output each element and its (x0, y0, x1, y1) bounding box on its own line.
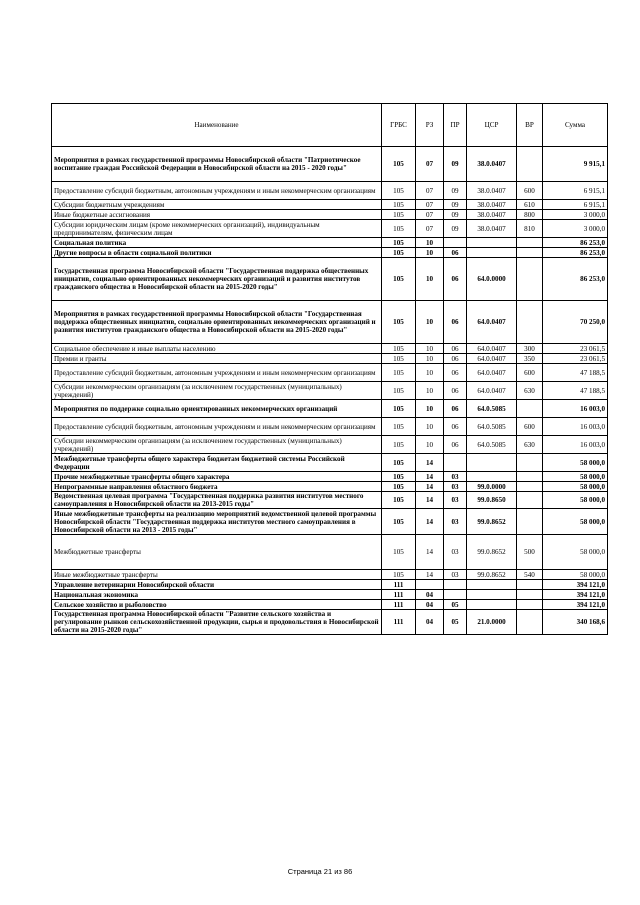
cell-vr (517, 580, 543, 590)
cell-grbs: 105 (382, 258, 416, 301)
cell-grbs: 111 (382, 600, 416, 610)
cell-csr (467, 238, 517, 248)
table-row (52, 220, 608, 238)
header-name: Наименование (52, 104, 382, 147)
cell-rz: 04 (416, 590, 444, 600)
cell-rz: 04 (416, 600, 444, 610)
cell-csr (467, 580, 517, 590)
cell-grbs: 105 (382, 238, 416, 248)
cell-vr (517, 472, 543, 482)
cell-name: Иные межбюджетные трансферты (52, 570, 382, 580)
cell-pr: 06 (444, 248, 467, 258)
cell-vr (517, 600, 543, 610)
cell-rz: 14 (416, 482, 444, 492)
cell-rz: 10 (416, 238, 444, 248)
cell-csr: 64.0.5085 (467, 436, 517, 454)
cell-sum: 58 000,0 (543, 472, 608, 482)
cell-name: Предоставление субсидий бюджетным, автономным учреждениям и иным некоммерческим организациям (52, 182, 382, 200)
cell-csr (467, 590, 517, 600)
budget-table (51, 103, 608, 635)
cell-name: Ведомственная целевая программа "Государственная поддержка развития институтов местного самоуправления в Новосибирской области на 2013-2015 годы" (52, 492, 382, 509)
cell-sum: 16 003,0 (543, 418, 608, 436)
cell-grbs: 105 (382, 220, 416, 238)
table-row (52, 610, 608, 635)
cell-sum: 58 000,0 (543, 509, 608, 535)
cell-vr: 300 (517, 344, 543, 354)
cell-rz: 10 (416, 400, 444, 418)
cell-name: Прочие межбюджетные трансферты общего характера (52, 472, 382, 482)
cell-name: Мероприятия по поддержке социально ориентированных некоммерческих организаций (52, 400, 382, 418)
cell-vr: 810 (517, 220, 543, 238)
cell-grbs: 105 (382, 301, 416, 344)
cell-sum: 23 061,5 (543, 344, 608, 354)
cell-pr: 06 (444, 436, 467, 454)
cell-pr: 06 (444, 400, 467, 418)
cell-pr: 06 (444, 344, 467, 354)
cell-rz: 10 (416, 382, 444, 400)
cell-sum: 86 253,0 (543, 248, 608, 258)
cell-rz: 07 (416, 210, 444, 220)
table-row (52, 382, 608, 400)
cell-grbs: 111 (382, 580, 416, 590)
cell-name: Субсидии некоммерческим организациям (за исключением государственных (муниципальных) учреждений) (52, 436, 382, 454)
cell-pr: 06 (444, 354, 467, 364)
cell-grbs: 105 (382, 454, 416, 472)
cell-sum: 58 000,0 (543, 535, 608, 570)
cell-pr: 03 (444, 492, 467, 509)
cell-grbs: 105 (382, 436, 416, 454)
cell-rz: 10 (416, 436, 444, 454)
cell-pr: 03 (444, 472, 467, 482)
cell-rz: 14 (416, 570, 444, 580)
header-grbs: ГРБС (382, 104, 416, 147)
table-row (52, 509, 608, 535)
table-row (52, 535, 608, 570)
cell-rz: 14 (416, 472, 444, 482)
cell-name: Предоставление субсидий бюджетным, автономным учреждениям и иным некоммерческим организациям (52, 418, 382, 436)
cell-grbs: 105 (382, 570, 416, 580)
cell-rz: 14 (416, 454, 444, 472)
cell-pr (444, 580, 467, 590)
cell-pr: 09 (444, 210, 467, 220)
cell-vr (517, 301, 543, 344)
table-row (52, 258, 608, 301)
cell-csr: 38.0.0407 (467, 210, 517, 220)
cell-name: Иные межбюджетные трансферты на реализацию мероприятий ведомственной целевой программы Новосибирской области "Государственная поддержка институтов местного самоуправления в Новосибирской области на 2013 - 2015 годы" (52, 509, 382, 535)
cell-name: Другие вопросы в области социальной политики (52, 248, 382, 258)
cell-rz: 10 (416, 301, 444, 344)
table-row (52, 400, 608, 418)
cell-pr: 03 (444, 482, 467, 492)
cell-sum: 9 915,1 (543, 147, 608, 182)
table-row (52, 454, 608, 472)
cell-rz: 10 (416, 364, 444, 382)
cell-name: Мероприятия в рамках государственной программы Новосибирской области "Государственная поддержка общественных инициатив, социально ориентированных некоммерческих организаций и развития институтов гражданского общества в Новосибирской области на 2015-2020 годы" (52, 301, 382, 344)
cell-rz: 14 (416, 492, 444, 509)
cell-pr (444, 454, 467, 472)
cell-pr (444, 238, 467, 248)
cell-sum: 58 000,0 (543, 454, 608, 472)
cell-pr: 06 (444, 418, 467, 436)
cell-vr (517, 590, 543, 600)
header-rz: РЗ (416, 104, 444, 147)
cell-csr: 38.0.0407 (467, 220, 517, 238)
cell-pr: 05 (444, 600, 467, 610)
cell-csr: 38.0.0407 (467, 200, 517, 210)
table-row (52, 301, 608, 344)
header-pr: ПР (444, 104, 467, 147)
cell-vr: 600 (517, 418, 543, 436)
cell-csr: 64.0.0407 (467, 364, 517, 382)
cell-csr: 99.0.8652 (467, 509, 517, 535)
cell-name: Сельское хозяйство и рыболовство (52, 600, 382, 610)
table-row (52, 147, 608, 182)
cell-csr: 64.0.5085 (467, 400, 517, 418)
table-row (52, 418, 608, 436)
cell-pr: 05 (444, 610, 467, 635)
cell-name: Непрограммные направления областного бюджета (52, 482, 382, 492)
cell-grbs: 105 (382, 210, 416, 220)
table-row (52, 364, 608, 382)
cell-grbs: 105 (382, 248, 416, 258)
cell-csr: 64.0.0000 (467, 258, 517, 301)
cell-rz: 07 (416, 200, 444, 210)
cell-name: Управление ветеринарии Новосибирской области (52, 580, 382, 590)
budget-table-sheet (51, 103, 607, 635)
cell-vr (517, 147, 543, 182)
cell-csr: 99.0.8652 (467, 570, 517, 580)
cell-rz: 07 (416, 147, 444, 182)
cell-csr: 38.0.0407 (467, 147, 517, 182)
cell-sum: 16 003,0 (543, 400, 608, 418)
cell-pr: 06 (444, 301, 467, 344)
cell-grbs: 111 (382, 610, 416, 635)
table-row (52, 590, 608, 600)
cell-sum: 6 915,1 (543, 182, 608, 200)
table-row (52, 182, 608, 200)
cell-sum: 47 188,5 (543, 364, 608, 382)
cell-name: Государственная программа Новосибирской области "Развитие сельского хозяйства и регулирование рынков сельскохозяйственной продукции, сырья и продовольствия в Новосибирской области на 2015-2020 годы" (52, 610, 382, 635)
cell-grbs: 105 (382, 509, 416, 535)
cell-vr: 600 (517, 364, 543, 382)
cell-sum: 394 121,0 (543, 590, 608, 600)
cell-name: Субсидии юридическим лицам (кроме некоммерческих организаций), индивидуальным предпринимателям, физическим лицам (52, 220, 382, 238)
table-row (52, 238, 608, 248)
cell-pr: 09 (444, 200, 467, 210)
cell-name: Национальная экономика (52, 590, 382, 600)
cell-csr: 99.0.8652 (467, 535, 517, 570)
table-row (52, 200, 608, 210)
cell-name: Иные бюджетные ассигнования (52, 210, 382, 220)
table-row (52, 344, 608, 354)
cell-csr (467, 600, 517, 610)
cell-rz: 10 (416, 354, 444, 364)
cell-grbs: 105 (382, 482, 416, 492)
cell-name: Социальное обеспечение и иные выплаты населению (52, 344, 382, 354)
cell-sum: 86 253,0 (543, 238, 608, 248)
cell-rz: 14 (416, 535, 444, 570)
table-row (52, 492, 608, 509)
cell-vr (517, 454, 543, 472)
cell-pr: 06 (444, 258, 467, 301)
cell-vr (517, 509, 543, 535)
cell-vr (517, 248, 543, 258)
cell-sum: 70 250,0 (543, 301, 608, 344)
cell-grbs: 105 (382, 418, 416, 436)
cell-vr: 540 (517, 570, 543, 580)
cell-csr: 99.0.8650 (467, 492, 517, 509)
cell-pr: 06 (444, 364, 467, 382)
cell-rz: 07 (416, 182, 444, 200)
cell-csr (467, 472, 517, 482)
cell-rz: 10 (416, 344, 444, 354)
cell-name: Премии и гранты (52, 354, 382, 364)
cell-pr: 03 (444, 509, 467, 535)
cell-sum: 394 121,0 (543, 580, 608, 590)
cell-pr: 09 (444, 220, 467, 238)
cell-name: Субсидии бюджетным учреждениям (52, 200, 382, 210)
cell-name: Мероприятия в рамках государственной программы Новосибирской области "Патриотическое воспитание граждан Российской Федерации в Новосибирской области на 2015 - 2020 годы" (52, 147, 382, 182)
cell-csr: 64.0.0407 (467, 382, 517, 400)
cell-csr: 64.0.0407 (467, 301, 517, 344)
cell-vr (517, 400, 543, 418)
cell-rz: 10 (416, 258, 444, 301)
cell-name: Государственная программа Новосибирской области "Государственная поддержка общественных инициатив, социально ориентированных некоммерческих организаций и развития институтов гражданского общества в Новосибирской области на 2015-2020 годы" (52, 258, 382, 301)
cell-sum: 6 915,1 (543, 200, 608, 210)
cell-grbs: 105 (382, 182, 416, 200)
cell-csr: 21.0.0000 (467, 610, 517, 635)
cell-csr: 64.0.0407 (467, 344, 517, 354)
cell-csr (467, 454, 517, 472)
cell-name: Предоставление субсидий бюджетным, автономным учреждениям и иным некоммерческим организациям (52, 364, 382, 382)
cell-sum: 16 003,0 (543, 436, 608, 454)
cell-name: Межбюджетные трансферты общего характера бюджетам бюджетной системы Российской Федерации (52, 454, 382, 472)
table-body (52, 147, 608, 635)
cell-sum: 47 188,5 (543, 382, 608, 400)
cell-grbs: 111 (382, 590, 416, 600)
cell-name: Субсидии некоммерческим организациям (за исключением государственных (муниципальных) учреждений) (52, 382, 382, 400)
cell-grbs: 105 (382, 535, 416, 570)
table-row (52, 472, 608, 482)
cell-vr (517, 482, 543, 492)
cell-grbs: 105 (382, 472, 416, 482)
table-row (52, 482, 608, 492)
table-row (52, 248, 608, 258)
cell-pr: 03 (444, 570, 467, 580)
cell-pr (444, 590, 467, 600)
cell-name: Социальная политика (52, 238, 382, 248)
cell-sum: 58 000,0 (543, 492, 608, 509)
header-csr: ЦСР (467, 104, 517, 147)
cell-grbs: 105 (382, 344, 416, 354)
cell-sum: 3 000,0 (543, 220, 608, 238)
cell-name: Межбюджетные трансферты (52, 535, 382, 570)
cell-vr: 630 (517, 436, 543, 454)
cell-csr: 64.0.0407 (467, 354, 517, 364)
table-row (52, 600, 608, 610)
cell-vr (517, 258, 543, 301)
table-header-row (52, 104, 608, 147)
cell-rz (416, 580, 444, 590)
cell-grbs: 105 (382, 382, 416, 400)
cell-pr: 09 (444, 182, 467, 200)
cell-grbs: 105 (382, 200, 416, 210)
cell-vr (517, 492, 543, 509)
cell-sum: 86 253,0 (543, 258, 608, 301)
table-row (52, 436, 608, 454)
cell-vr: 610 (517, 200, 543, 210)
cell-rz: 04 (416, 610, 444, 635)
cell-grbs: 105 (382, 400, 416, 418)
cell-pr: 03 (444, 535, 467, 570)
cell-sum: 23 061,5 (543, 354, 608, 364)
cell-vr (517, 610, 543, 635)
cell-pr: 09 (444, 147, 467, 182)
cell-rz: 07 (416, 220, 444, 238)
table-row (52, 580, 608, 590)
cell-grbs: 105 (382, 364, 416, 382)
header-vr: ВР (517, 104, 543, 147)
cell-csr: 64.0.5085 (467, 418, 517, 436)
cell-grbs: 105 (382, 492, 416, 509)
cell-sum: 394 121,0 (543, 600, 608, 610)
cell-rz: 14 (416, 509, 444, 535)
cell-grbs: 105 (382, 354, 416, 364)
cell-rz: 10 (416, 418, 444, 436)
cell-vr: 350 (517, 354, 543, 364)
cell-rz: 10 (416, 248, 444, 258)
table-row (52, 570, 608, 580)
cell-vr (517, 238, 543, 248)
header-sum: Сумма (543, 104, 608, 147)
cell-vr: 500 (517, 535, 543, 570)
table-row (52, 354, 608, 364)
cell-sum: 58 000,0 (543, 482, 608, 492)
cell-vr: 600 (517, 182, 543, 200)
cell-vr: 800 (517, 210, 543, 220)
cell-csr (467, 248, 517, 258)
cell-csr: 38.0.0407 (467, 182, 517, 200)
cell-pr: 06 (444, 382, 467, 400)
cell-sum: 340 168,6 (543, 610, 608, 635)
page-number: Страница 21 из 86 (287, 867, 353, 876)
cell-csr: 99.0.0000 (467, 482, 517, 492)
cell-vr: 630 (517, 382, 543, 400)
cell-grbs: 105 (382, 147, 416, 182)
table-row (52, 210, 608, 220)
cell-sum: 3 000,0 (543, 210, 608, 220)
cell-sum: 58 000,0 (543, 570, 608, 580)
